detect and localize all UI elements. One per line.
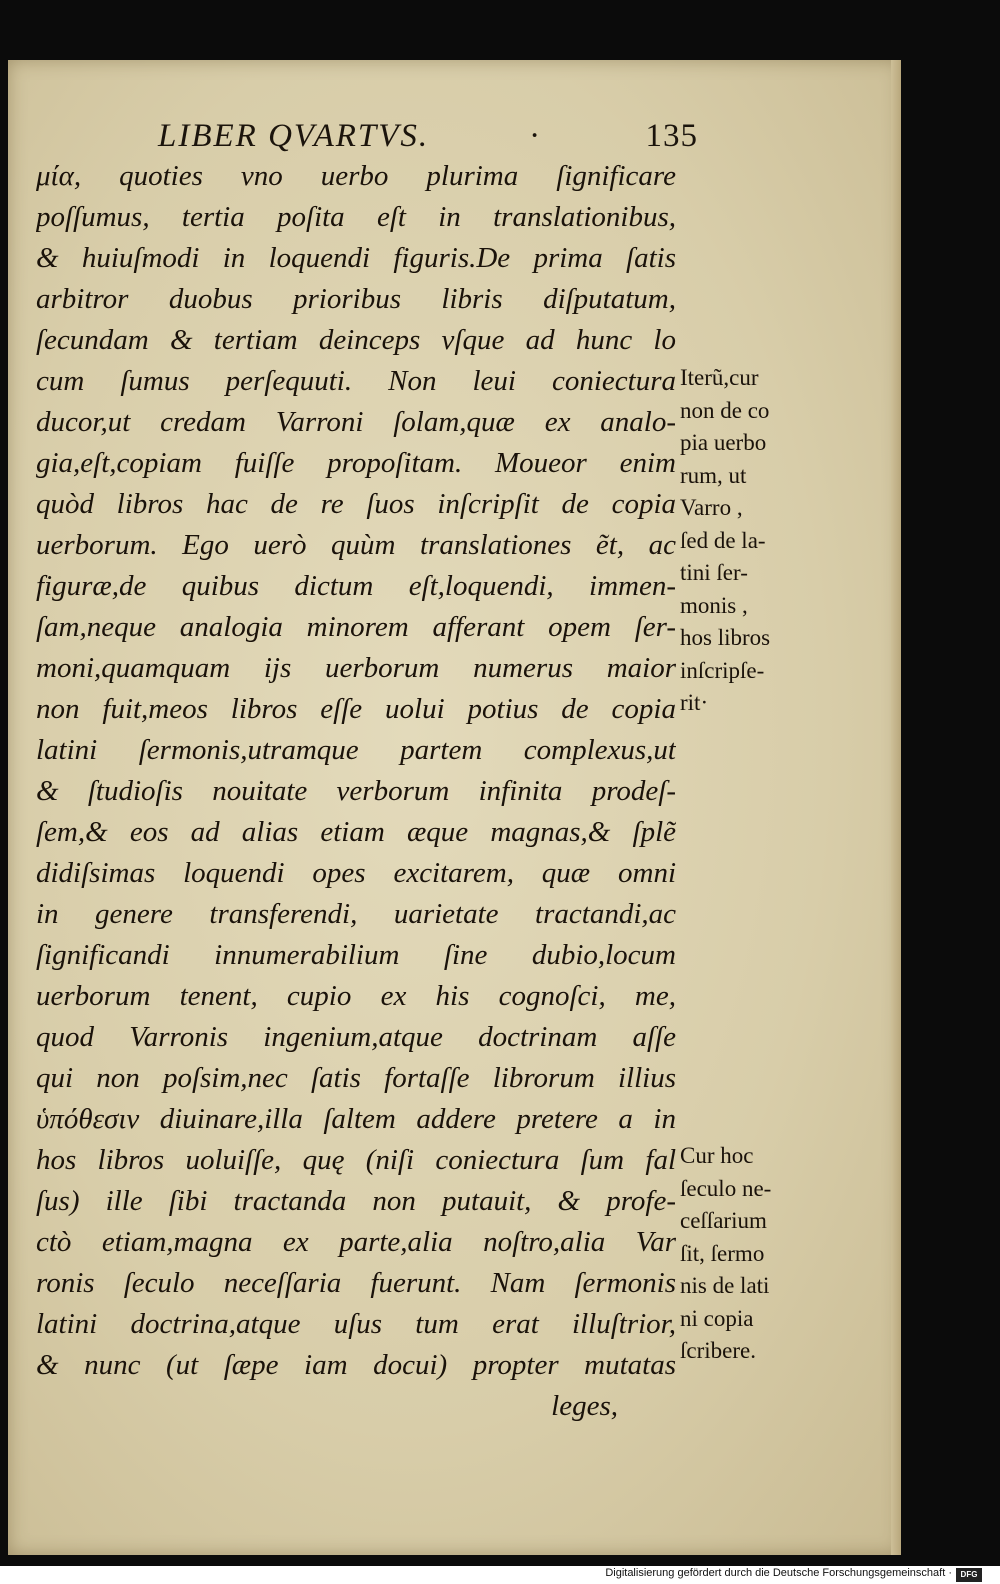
marginal-note-line: ni copia — [680, 1305, 754, 1331]
text-line: cum ſumus perſequuti. Non leui coniectura — [36, 365, 676, 397]
marginal-note-line: ſed de la- — [680, 527, 766, 553]
running-head — [158, 118, 698, 158]
funding-notice: Digitalisierung gefördert durch die Deutsche Forschungsgemeinschaft · — [605, 1567, 952, 1579]
text-line: qui non poſsim,nec ſatis fortaſſe librorum illius — [36, 1062, 676, 1094]
marginal-note-line: tini ſer- — [680, 560, 748, 585]
marginal-note-line: non de co — [680, 397, 770, 423]
text-line: ctò etiam,magna ex parte,alia noſtro,alia Var — [36, 1226, 676, 1258]
marginal-note-line: Iterũ,cur — [680, 365, 759, 390]
text-line: gia,eſt,copiam fuiſſe propoſitam. Moueor enim — [36, 447, 676, 479]
marginal-note-line: rum, ut — [680, 462, 747, 488]
text-line: arbitror duobus prioribus libris diſputatum, — [36, 283, 676, 315]
page-number: 135 — [645, 118, 698, 154]
text-line: ronis ſeculo neceſſaria fuerunt. Nam ſermonis — [36, 1267, 676, 1299]
marginal-note-line: ſit, ſermo — [680, 1240, 765, 1266]
text-line: latini doctrina,atque uſus tum erat illuſtrior, — [36, 1308, 676, 1340]
marginal-note-line: ſcribere. — [680, 1338, 756, 1363]
text-line: μία, quoties vno uerbo plurima ſignificare — [36, 160, 676, 192]
text-line: & ſtudioſis nouitate verborum infinita prodeſ- — [36, 775, 676, 807]
digitization-footer — [0, 1566, 1000, 1584]
marginal-note-line: hos libros — [680, 625, 771, 650]
text-line: non fuit,meos libros eſſe uolui potius de copia — [36, 693, 676, 725]
marginal-note-1 — [680, 362, 830, 720]
text-line: latini ſermonis,utramque partem complexus,ut — [36, 734, 676, 766]
page-edge — [891, 60, 901, 1555]
text-line: hos libros uoluiſſe, quę (niſi coniectura ſum fal — [36, 1144, 676, 1176]
marginal-note-2 — [680, 1140, 830, 1368]
catchword: leges, — [551, 1390, 618, 1422]
marginal-note-line: nis de lati — [680, 1273, 770, 1298]
marginal-note-line: monis , — [680, 592, 748, 618]
text-line: ὑπόθεσιν diuinare,illa ſaltem addere pretere a in — [36, 1103, 676, 1135]
text-line: uerborum. Ego uerò quùm translationes ẽt, ac — [36, 529, 676, 561]
text-line: uerborum tenent, cupio ex his cognoſci, me, — [36, 980, 676, 1012]
text-line: ſem,& eos ad alias etiam æque magnas,& ſplẽ — [36, 816, 676, 848]
running-head-title: LIBER QVARTVS. — [158, 118, 430, 154]
text-line: ſam,neque analogia minorem afferant opem ſer- — [36, 611, 676, 643]
text-line: poſſumus, tertia poſita eſt in translationibus, — [36, 201, 676, 233]
text-line: moni,quamquam ijs uerborum numerus maior — [36, 652, 676, 684]
text-line: quòd libros hac de re ſuos inſcripſit de copia — [36, 488, 676, 520]
text-line: ſecundam & tertiam deinceps vſque ad hunc lo — [36, 324, 676, 356]
marginal-note-line: pia uerbo — [680, 430, 767, 455]
marginal-note-line: rit· — [680, 690, 709, 715]
marginal-note-line: Varro , — [680, 495, 743, 520]
text-line: didiſsimas loquendi opes excitarem, quæ omni — [36, 857, 676, 889]
text-line: quod Varronis ingenium,atque doctrinam aſſe — [36, 1021, 676, 1053]
text-line: ſus) ille ſibi tractanda non putauit, & profe- — [36, 1185, 676, 1217]
text-line: & nunc (ut ſæpe iam docui) propter mutatas — [36, 1349, 676, 1381]
marginal-note-line: Cur hoc — [680, 1143, 754, 1168]
text-line: ducor,ut credam Varroni ſolam,quæ ex analo- — [36, 406, 676, 438]
running-head-dot: · — [530, 118, 541, 154]
marginal-note-line: ceſſarium — [680, 1208, 767, 1233]
text-line: figuræ,de quibus dictum eſt,loquendi, immen- — [36, 570, 676, 602]
marginal-note-line: inſcripſe- — [680, 657, 765, 683]
main-text-block — [36, 156, 676, 1427]
book-page — [8, 60, 901, 1555]
dfg-logo: DFG — [956, 1568, 982, 1582]
text-line: & huiuſmodi in loquendi figuris.De prima ſatis — [36, 242, 676, 274]
text-line: in genere transferendi, uarietate tractandi,ac — [36, 898, 676, 930]
marginal-note-line: ſeculo ne- — [680, 1175, 772, 1201]
text-line: ſignificandi innumerabilium ſine dubio,locum — [36, 939, 676, 971]
